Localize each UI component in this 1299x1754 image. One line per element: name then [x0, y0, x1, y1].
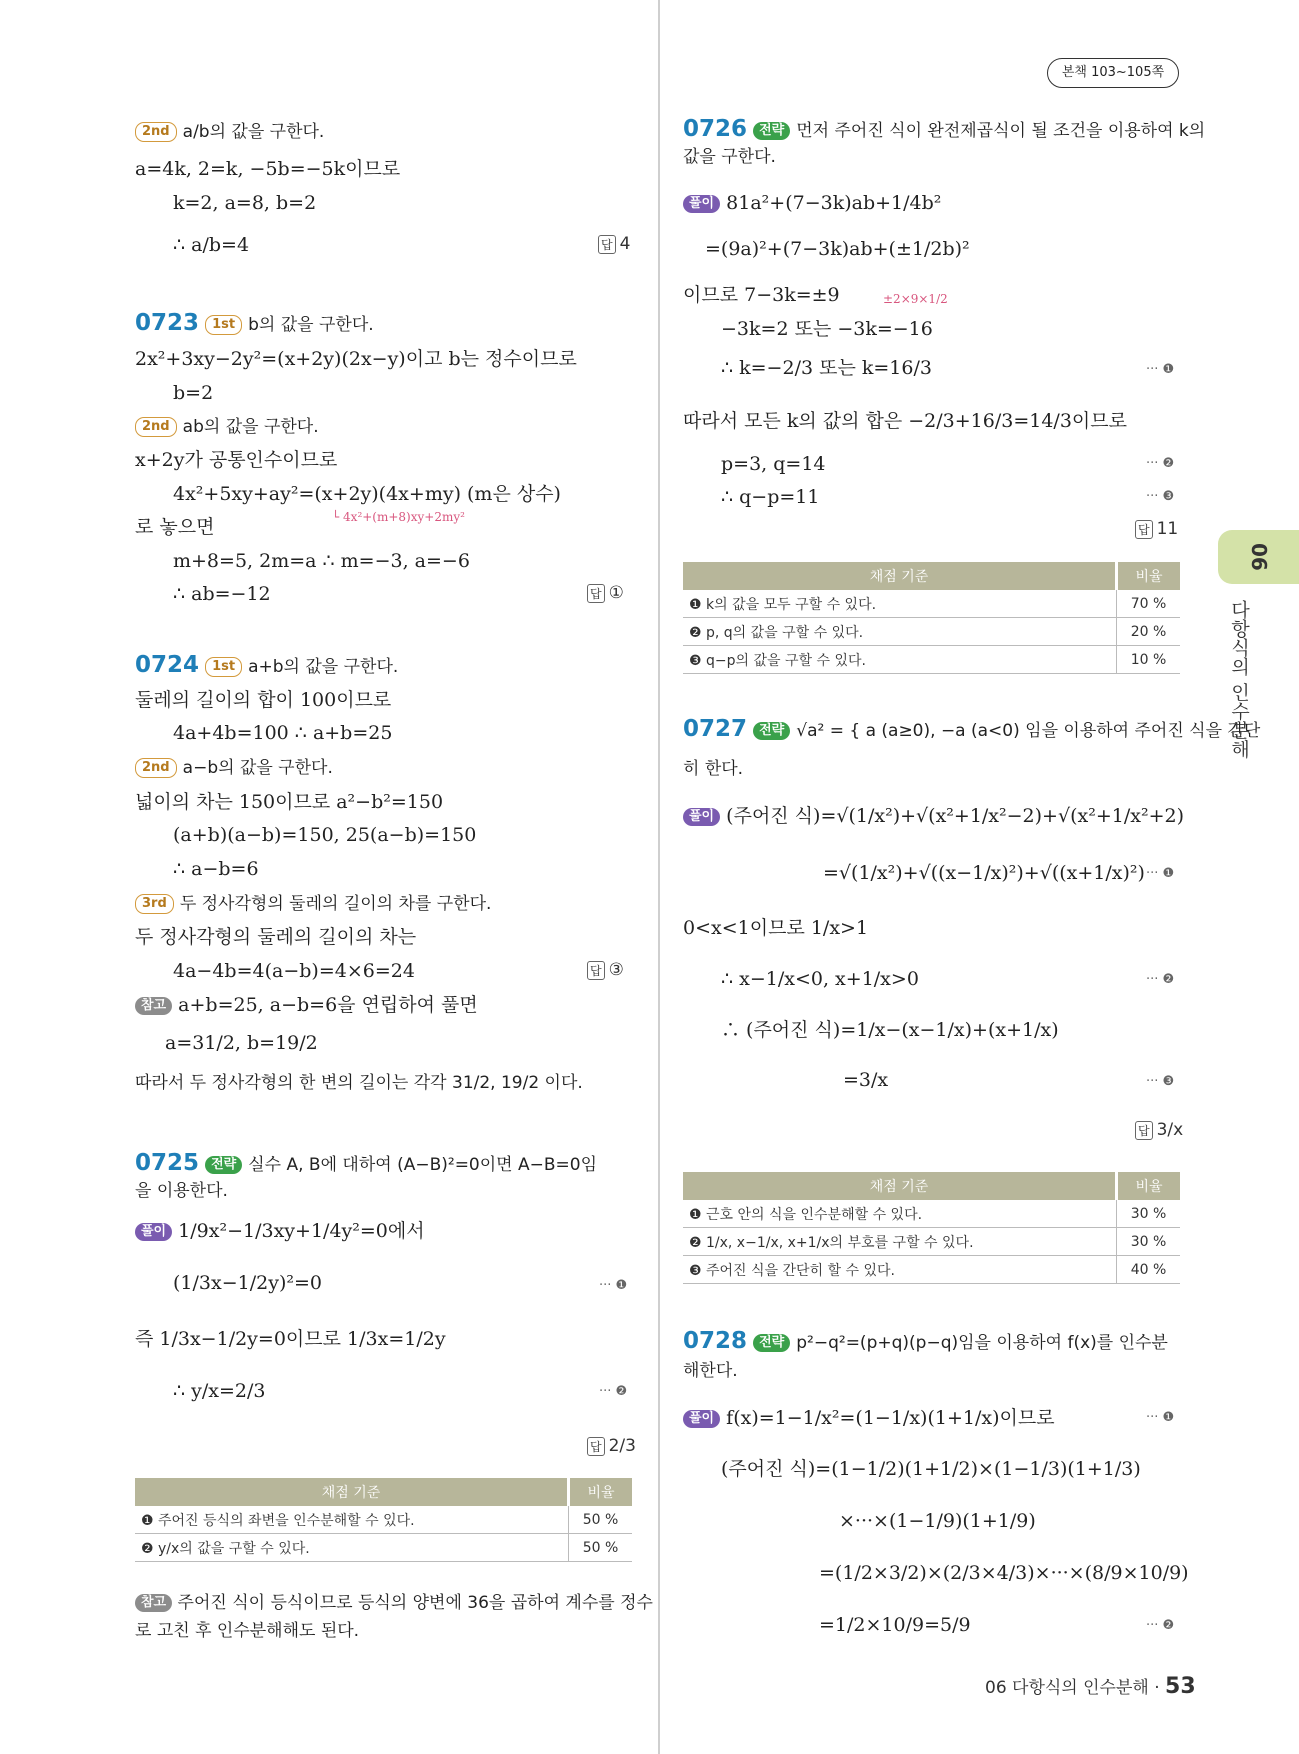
- line: =(9a)²+(7−3k)ab+(±1/2b)²: [705, 238, 970, 260]
- line: a=4k, 2=k, −5b=−5k이므로: [135, 158, 401, 180]
- page-footer: 06 다항식의 인수분해 · 53: [985, 1674, 1196, 1699]
- strategy-tag: 전략: [753, 122, 790, 140]
- table-row: [683, 1228, 1180, 1256]
- problem-0726: [683, 116, 1205, 144]
- step-tag: 1st: [205, 657, 242, 677]
- criterion: ❸ q−p의 값을 구할 수 있다.: [683, 646, 1117, 674]
- text: f(x)=1−1/x²=(1−1/x)(1+1/x)이므로: [726, 1407, 1055, 1429]
- solution-tag: 풀이: [683, 1410, 720, 1428]
- step-marker: ··· ❷: [599, 1384, 628, 1399]
- line: ∴ (주어진 식)=1/x−(x−1/x)+(x+1/x): [721, 1019, 1059, 1041]
- line: [135, 1590, 653, 1616]
- line: ∴ k=−2/3 또는 k=16/3: [721, 357, 932, 379]
- text: 두 정사각형의 둘레의 길이의 차를 구한다.: [179, 894, 492, 914]
- criterion: ❶ 근호 안의 식을 인수분해할 수 있다.: [683, 1200, 1117, 1228]
- strategy-tag: 전략: [753, 722, 790, 740]
- line: 2x²+3xy−2y²=(x+2y)(2x−y)이고 b는 정수이므로: [135, 348, 577, 370]
- criterion: ❷ p, q의 값을 구할 수 있다.: [683, 618, 1117, 646]
- note-tag: 참고: [135, 997, 172, 1015]
- answer-icon: 답: [587, 961, 605, 980]
- answer: [1135, 519, 1178, 539]
- problem-0723: [135, 310, 374, 338]
- step-marker: ··· ❷: [1146, 456, 1175, 471]
- answer-icon: 답: [587, 584, 605, 603]
- column-divider: [658, 0, 660, 1754]
- table-row: [683, 1256, 1180, 1284]
- answer-value: 2/3: [608, 1436, 636, 1456]
- ratio-header: 비율: [1117, 1172, 1181, 1200]
- line: ∴ ab=−12: [173, 583, 271, 605]
- answer: [587, 960, 624, 980]
- step-marker: ··· ❶: [1146, 1410, 1175, 1425]
- line: 로 놓으면: [135, 516, 215, 538]
- chapter-title: 다항식의 인수분해: [1228, 600, 1250, 759]
- ratio: 30 %: [1117, 1200, 1181, 1228]
- problem-number: 0728: [683, 1328, 748, 1354]
- table-row: [683, 590, 1180, 618]
- text: p²−q²=(p+q)(p−q)임을 이용하여 f(x)를 인수분: [796, 1333, 1168, 1353]
- problem-number: 0724: [135, 652, 200, 678]
- line: (주어진 식)=(1−1/2)(1+1/2)×(1−1/3)(1+1/3): [721, 1458, 1141, 1480]
- line: ∴ x−1/x<0, x+1/x>0: [721, 968, 919, 990]
- line: 로 고친 후 인수분해해도 된다.: [135, 1621, 360, 1641]
- problem-number: 0723: [135, 310, 200, 336]
- step-tag: 3rd: [135, 894, 174, 914]
- line: =3/x: [843, 1069, 889, 1091]
- ratio: 50 %: [569, 1506, 633, 1534]
- answer-icon: 답: [598, 235, 616, 254]
- ratio: 40 %: [1117, 1256, 1181, 1284]
- solution-tag: 풀이: [135, 1223, 172, 1241]
- table-row: [135, 1534, 632, 1562]
- problem-number: 0726: [683, 116, 748, 142]
- line: [135, 890, 491, 917]
- line: 두 정사각형의 둘레의 길이의 차는: [135, 926, 417, 948]
- text: 1/9x²−1/3xy+1/4y²=0에서: [178, 1220, 425, 1242]
- line: 둘레의 길이의 합이 100이므로: [135, 689, 392, 711]
- line: ∴ a−b=6: [173, 858, 259, 880]
- line: (a+b)(a−b)=150, 25(a−b)=150: [173, 824, 477, 846]
- ratio: 70 %: [1117, 590, 1181, 618]
- answer: [587, 1436, 636, 1456]
- line: [683, 1405, 1055, 1431]
- line: ∴ q−p=11: [721, 486, 820, 508]
- ratio: 20 %: [1117, 618, 1181, 646]
- table-row: [683, 618, 1180, 646]
- page-number: 53: [1165, 1674, 1196, 1699]
- ratio: 50 %: [569, 1534, 633, 1562]
- text: a−b의 값을 구한다.: [182, 758, 333, 778]
- ratio-header: 비율: [569, 1478, 633, 1506]
- problem-number: 0727: [683, 716, 748, 742]
- problem-0724: [135, 652, 398, 680]
- text: 먼저 주어진 식이 완전제곱식이 될 조건을 이용하여 k의: [796, 121, 1206, 141]
- text: √a² = { a (a≥0), −a (a<0) 임을 이용하여 주어진 식을 간단: [796, 721, 1261, 741]
- step-marker: ··· ❷: [1146, 1618, 1175, 1633]
- line: x+2y가 공통인수이므로: [135, 449, 338, 471]
- ratio: 10 %: [1117, 646, 1181, 674]
- solution-tag: 풀이: [683, 808, 720, 826]
- line: (1/3x−1/2y)²=0: [173, 1272, 322, 1294]
- line: 4x²+5xy+ay²=(x+2y)(4x+my) (m은 상수): [173, 483, 561, 505]
- grading-table: [683, 1172, 1180, 1284]
- line: 값을 구한다.: [683, 147, 776, 167]
- line: 4a−4b=4(a−b)=4×6=24: [173, 960, 415, 982]
- text: 81a²+(7−3k)ab+1/4b²: [726, 192, 942, 214]
- text: (주어진 식)=√(1/x²)+√(x²+1/x²−2)+√(x²+1/x²+2): [726, 805, 1184, 827]
- solution-tag: 풀이: [683, 195, 720, 213]
- line: ∴ a/b=4: [173, 234, 250, 256]
- strategy-tag: 전략: [205, 1156, 242, 1174]
- text: a+b의 값을 구한다.: [248, 657, 399, 677]
- problem-0728: [683, 1328, 1168, 1356]
- chapter-tab: 06: [1218, 530, 1299, 584]
- line: 즉 1/3x−1/2y=0이므로 1/3x=1/2y: [135, 1328, 446, 1350]
- ratio: 30 %: [1117, 1228, 1181, 1256]
- line: a=31/2, b=19/2: [165, 1032, 318, 1054]
- line: [135, 754, 333, 781]
- line: 0<x<1이므로 1/x>1: [683, 917, 869, 939]
- answer-value: ①: [608, 583, 624, 603]
- answer: [598, 234, 630, 254]
- grading-table: [135, 1478, 632, 1562]
- grade-header: 채점 기준: [135, 1478, 569, 1506]
- problem-number: 0725: [135, 1150, 200, 1176]
- line: b=2: [173, 382, 214, 404]
- line: =√(1/x²)+√((x−1/x)²)+√((x+1/x)²): [823, 862, 1145, 884]
- header-reference: 본책 103~105쪽: [1047, 58, 1179, 88]
- step-marker: ··· ❸: [1146, 489, 1175, 504]
- grade-header: 채점 기준: [683, 562, 1117, 590]
- step-marker: ··· ❸: [1146, 1074, 1175, 1089]
- table-row: [135, 1506, 632, 1534]
- text: 실수 A, B에 대하여 (A−B)²=0이면 A−B=0임: [248, 1155, 598, 1175]
- criterion: ❸ 주어진 식을 간단히 할 수 있다.: [683, 1256, 1117, 1284]
- note-tag: 참고: [135, 1594, 172, 1612]
- answer-icon: 답: [1135, 520, 1153, 539]
- answer-value: ③: [608, 960, 624, 980]
- line: k=2, a=8, b=2: [173, 192, 317, 214]
- line: 따라서 모든 k의 값의 합은 −2/3+16/3=14/3이므로: [683, 410, 1127, 432]
- answer-value: 4: [619, 234, 631, 254]
- problem-0727: [683, 716, 1260, 744]
- step-marker: ··· ❶: [1146, 362, 1175, 377]
- line: 히 한다.: [683, 759, 744, 779]
- text: ab의 값을 구한다.: [182, 417, 319, 437]
- text: a/b의 값을 구한다.: [182, 122, 325, 142]
- line: [135, 992, 478, 1018]
- line: [683, 803, 1184, 829]
- annotation: └ 4x²+(m+8)xy+2my²: [332, 510, 465, 524]
- line: −3k=2 또는 −3k=−16: [721, 318, 933, 340]
- problem-0725: [135, 1150, 597, 1178]
- step-tag: 2nd: [135, 758, 177, 778]
- line: [135, 1218, 425, 1244]
- step-marker: ··· ❶: [1146, 866, 1175, 881]
- text: 주어진 식이 등식이므로 등식의 양변에 36을 곱하여 계수를 정수: [177, 1593, 653, 1613]
- line: [135, 413, 319, 440]
- line: 4a+4b=100 ∴ a+b=25: [173, 722, 393, 744]
- answer-icon: 답: [1135, 1121, 1153, 1140]
- text: a+b=25, a−b=6을 연립하여 풀면: [178, 994, 478, 1016]
- answer-value: 11: [1156, 519, 1179, 539]
- answer-icon: 답: [587, 1437, 605, 1456]
- strategy-tag: 전략: [753, 1334, 790, 1352]
- line: 따라서 두 정사각형의 한 변의 길이는 각각 31/2, 19/2 이다.: [135, 1073, 583, 1093]
- grading-table: [683, 562, 1180, 674]
- line: =(1/2×3/2)×(2/3×4/3)×···×(8/9×10/9): [819, 1562, 1189, 1584]
- text: b의 값을 구한다.: [248, 315, 374, 335]
- line: m+8=5, 2m=a ∴ m=−3, a=−6: [173, 550, 470, 572]
- line: 이므로 7−3k=±9: [683, 284, 840, 306]
- answer-value: 3/x: [1156, 1120, 1184, 1140]
- answer: [587, 583, 624, 603]
- table-row: [683, 646, 1180, 674]
- criterion: ❷ y/x의 값을 구할 수 있다.: [135, 1534, 569, 1562]
- line: p=3, q=14: [721, 453, 826, 475]
- line: 을 이용한다.: [135, 1181, 228, 1201]
- line: [135, 118, 324, 145]
- line: =1/2×10/9=5/9: [819, 1614, 971, 1636]
- line: 넓이의 차는 150이므로 a²−b²=150: [135, 791, 444, 813]
- table-row: [683, 1200, 1180, 1228]
- step-marker: ··· ❷: [1146, 972, 1175, 987]
- line: 해한다.: [683, 1361, 738, 1381]
- criterion: ❶ k의 값을 모두 구할 수 있다.: [683, 590, 1117, 618]
- step-tag: 1st: [205, 315, 242, 335]
- criterion: ❷ 1/x, x−1/x, x+1/x의 부호를 구할 수 있다.: [683, 1228, 1117, 1256]
- annotation: ±2×9×1/2: [883, 292, 948, 306]
- criterion: ❶ 주어진 등식의 좌변을 인수분해할 수 있다.: [135, 1506, 569, 1534]
- answer: [1135, 1120, 1183, 1140]
- step-marker: ··· ❶: [599, 1278, 628, 1293]
- step-tag: 2nd: [135, 417, 177, 437]
- grade-header: 채점 기준: [683, 1172, 1117, 1200]
- ratio-header: 비율: [1117, 562, 1181, 590]
- line: [683, 190, 941, 216]
- step-tag: 2nd: [135, 122, 177, 142]
- line: ×···×(1−1/9)(1+1/9): [839, 1510, 1036, 1532]
- footer-chapter: 06 다항식의 인수분해: [985, 1678, 1149, 1698]
- line: ∴ y/x=2/3: [173, 1380, 266, 1402]
